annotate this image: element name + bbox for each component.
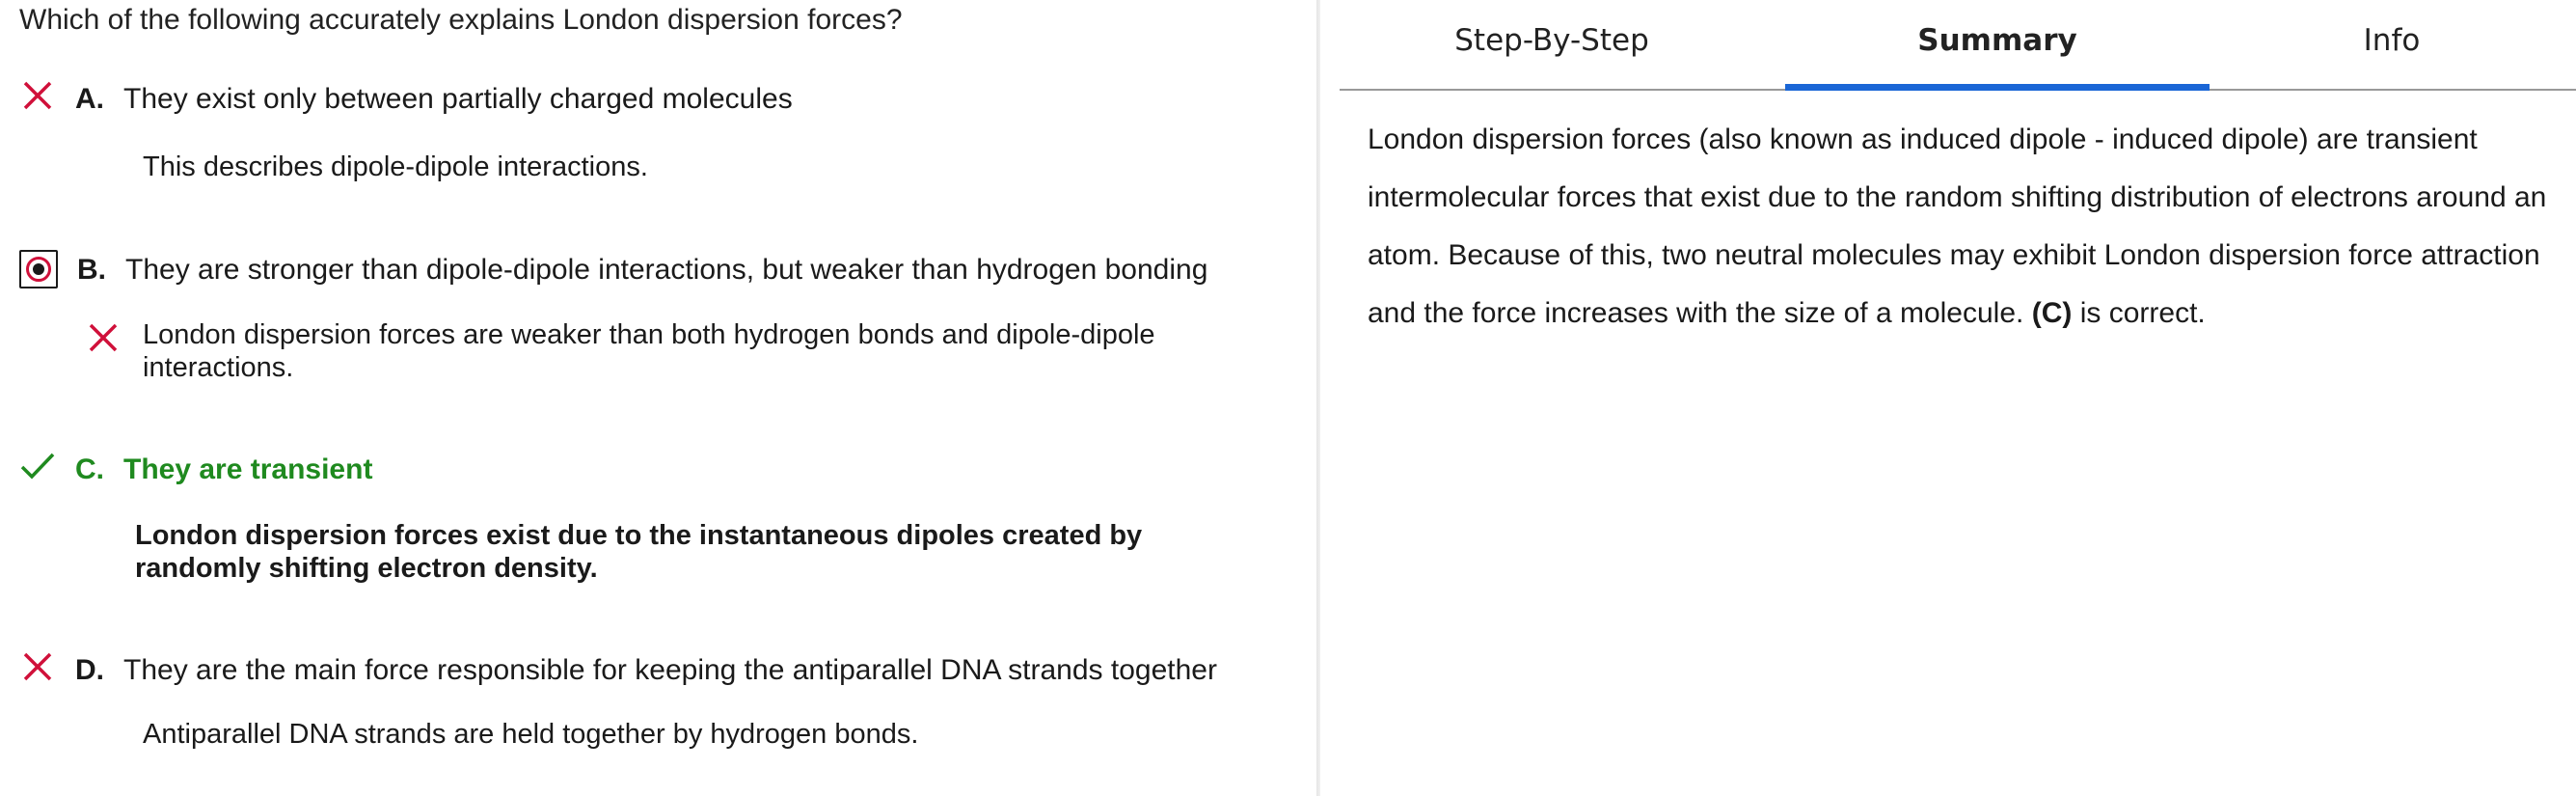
answer-tag: (C) xyxy=(2031,297,2073,329)
x-icon xyxy=(87,321,123,358)
option-letter: C. xyxy=(75,453,104,485)
question-text: Which of the following accurately explains London dispersion forces? xyxy=(19,4,903,36)
tab-info[interactable] xyxy=(2208,0,2576,89)
active-tab-indicator xyxy=(1785,84,2210,91)
option-text[interactable]: They exist only between partially charged molecules xyxy=(123,83,793,115)
tab-summary[interactable] xyxy=(1785,0,2210,89)
option-letter: B. xyxy=(77,254,106,286)
option-text[interactable]: They are stronger than dipole-dipole interactions, but weaker than hydrogen bonding xyxy=(125,254,1208,286)
option-letter: D. xyxy=(75,654,104,686)
summary-body: London dispersion forces (also known as induced dipole - induced dipole) are transient intermolecular forces that exist due to the random shifting distribution of electrons around an atom. Because of this, two neutral molecules may exhibit London dispersion force attraction and the force increases with the size of a molecule. xyxy=(1368,124,2547,329)
tab-label: Info xyxy=(2363,23,2421,58)
x-icon xyxy=(19,77,56,114)
tab-bar xyxy=(1340,0,2576,91)
option-explanation: This describes dipole-dipole interactions. xyxy=(143,151,648,182)
summary-text xyxy=(1368,111,2554,343)
tab-label: Step-By-Step xyxy=(1454,23,1649,58)
answer-suffix: is correct. xyxy=(2079,297,2206,329)
option-c xyxy=(0,448,1292,584)
radio-selected-icon[interactable] xyxy=(19,250,58,288)
option-a xyxy=(0,77,1292,182)
option-text[interactable]: They are transient xyxy=(123,453,373,485)
option-explanation: London dispersion forces are weaker than both hydrogen bonds and dipole-dipole interactions. xyxy=(143,319,1155,383)
solution-pane xyxy=(1320,0,2576,796)
option-b xyxy=(0,246,1292,383)
tab-label: Summary xyxy=(1917,23,2077,58)
option-explanation: Antiparallel DNA strands are held together by hydrogen bonds. xyxy=(143,719,919,750)
option-letter: A. xyxy=(75,83,104,115)
option-explanation: London dispersion forces exist due to the instantaneous dipoles created by randomly shifting electron density. xyxy=(135,520,1143,584)
x-icon xyxy=(19,648,56,685)
checkmark-icon xyxy=(19,448,56,484)
option-d xyxy=(0,648,1292,750)
tab-step-by-step[interactable] xyxy=(1340,0,1764,89)
option-text[interactable]: They are the main force responsible for keeping the antiparallel DNA strands together xyxy=(123,654,1217,686)
